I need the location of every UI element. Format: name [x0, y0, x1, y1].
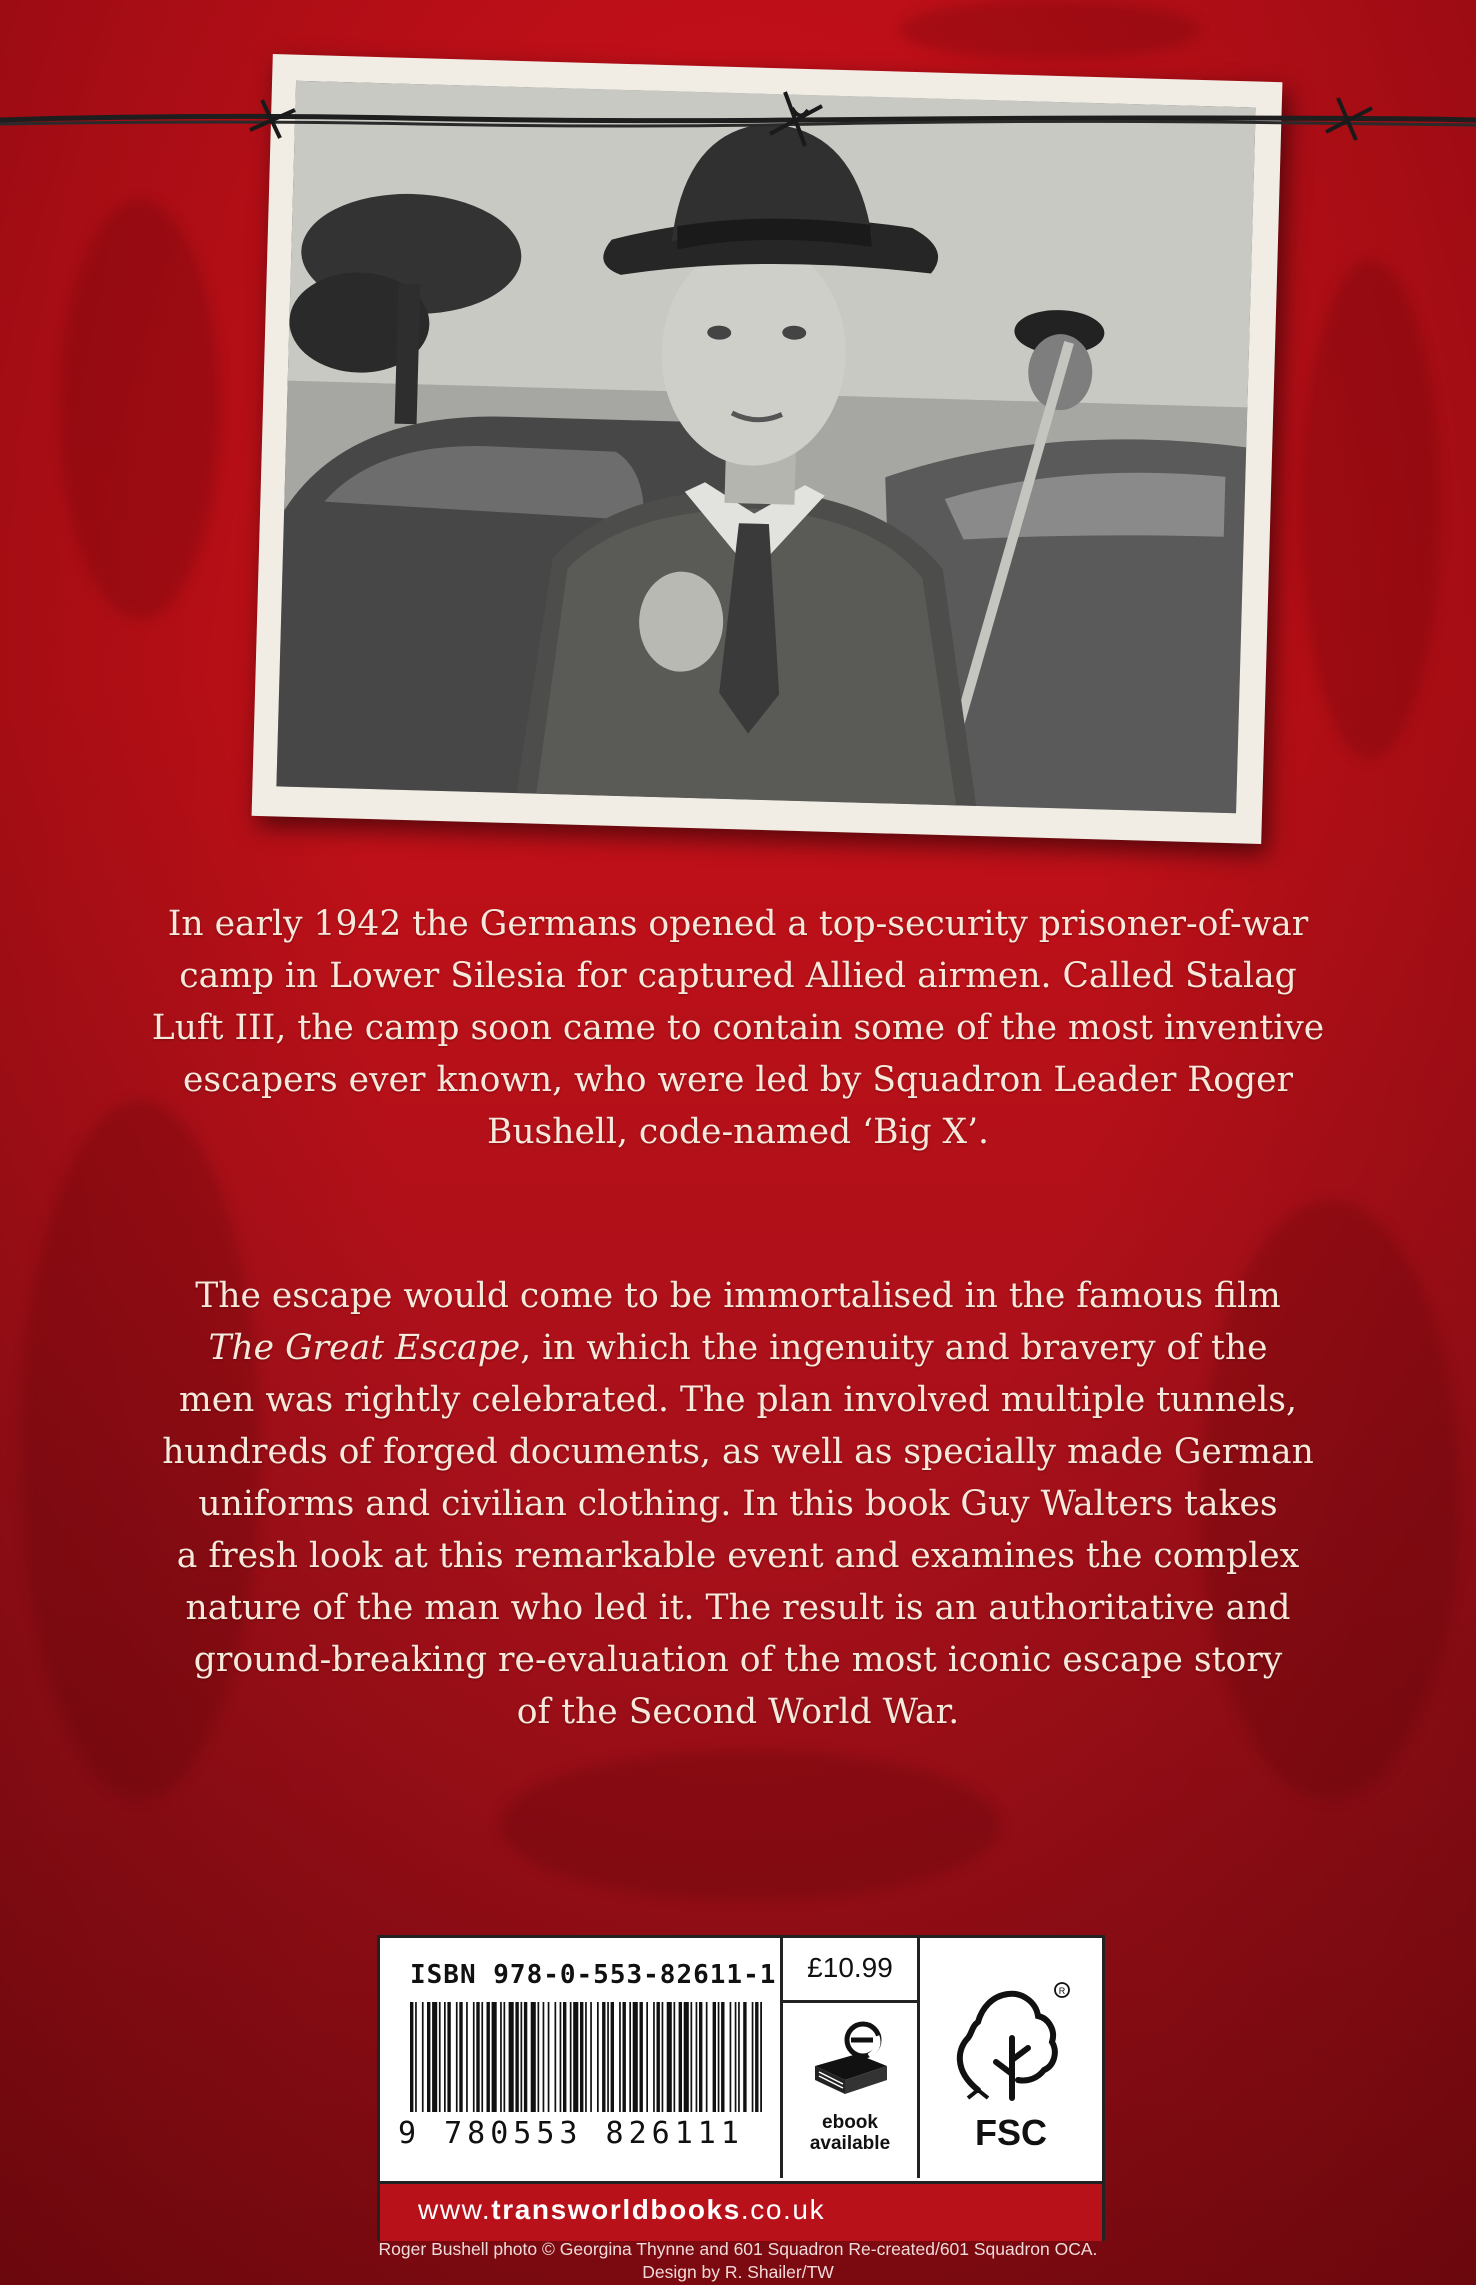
- barcode-bar: [667, 2002, 672, 2112]
- barcode-bar: [760, 2002, 762, 2112]
- ebook-label-line1: ebook: [822, 2112, 878, 2133]
- url-prefix: www.: [418, 2194, 492, 2225]
- ebook-book-icon: [807, 2018, 893, 2108]
- barcode-bar: [444, 2002, 446, 2112]
- barcode-bar: [422, 2002, 424, 2112]
- divider: [783, 2000, 917, 2003]
- photo-illustration: [276, 81, 1255, 814]
- barcode-bar: [570, 2002, 572, 2112]
- blurb-line: The escape would come to be immortalised in the famous film: [195, 1276, 1281, 1316]
- barbed-wire-icon: [0, 80, 1476, 160]
- blurb-line: escapers ever known, who were led by Squadron Leader Roger: [182, 1060, 1294, 1100]
- blurb-paragraph-2: [140, 1270, 1336, 1738]
- barcode-bar: [706, 2002, 708, 2112]
- barcode-bar: [585, 2002, 587, 2112]
- barcode-digits: 9 780553 826111: [398, 2116, 744, 2151]
- barcode-bar: [607, 2002, 609, 2112]
- barcode-bar: [515, 2002, 518, 2112]
- film-title: The Great Escape: [208, 1328, 521, 1368]
- barcode-bar: [548, 2002, 550, 2112]
- barcode-bar: [657, 2002, 660, 2112]
- barcode-bar: [580, 2002, 583, 2112]
- fsc-box: [920, 1938, 1102, 2178]
- blurb-line: a fresh look at this remarkable event and examines the complex: [176, 1536, 1300, 1576]
- barcode-bar: [721, 2002, 724, 2112]
- blurb-line: of the Second World War.: [516, 1692, 960, 1732]
- barcode-bar: [674, 2002, 676, 2112]
- credits-line1: Roger Bushell photo © Georgina Thynne and 601 Squadron Re-created/601 Squadron OCA.: [378, 2239, 1098, 2259]
- barcode-bar: [597, 2002, 599, 2112]
- price-box: [783, 1938, 920, 2178]
- barcode-bar: [718, 2002, 720, 2112]
- barcode-bar: [679, 2002, 682, 2112]
- barcode-bar: [459, 2002, 462, 2112]
- barcode-bar: [752, 2002, 754, 2112]
- barcode-bar: [538, 2002, 540, 2112]
- fsc-tree-icon: [948, 1978, 1074, 2110]
- price: £10.99: [807, 1952, 893, 1983]
- barcode-bar: [466, 2002, 468, 2112]
- barcode-bar: [699, 2002, 702, 2112]
- barcode-bar: [653, 2002, 655, 2112]
- barcode-bar: [691, 2002, 693, 2112]
- barcode-bar: [623, 2002, 626, 2112]
- barcode-bar: [738, 2002, 740, 2112]
- barcode-bar: [730, 2002, 732, 2112]
- isbn-number: ISBN 978-0-553-82611-1: [410, 1960, 777, 1990]
- barcode-bar: [427, 2002, 430, 2112]
- barcode-bar: [662, 2002, 664, 2112]
- barcode-bar: [573, 2002, 578, 2112]
- barcode-bar: [456, 2002, 458, 2112]
- fsc-label: FSC: [975, 2112, 1047, 2153]
- barcode-bar: [735, 2002, 737, 2112]
- barcode-bar: [555, 2002, 557, 2112]
- barcode-bar: [521, 2002, 523, 2112]
- publisher-url-bar: [380, 2181, 1102, 2241]
- barcode-bar: [560, 2002, 562, 2112]
- blurb-line-rest: , in which the ingenuity and bravery of the: [520, 1328, 1268, 1368]
- blurb-line: ground-breaking re-evaluation of the most iconic escape story: [193, 1640, 1283, 1680]
- barcode-bar: [563, 2002, 566, 2112]
- barcode-bar: [543, 2002, 545, 2112]
- barcode-bar: [473, 2002, 475, 2112]
- barcode-bar: [611, 2002, 614, 2112]
- blurb-line: nature of the man who led it. The result is an authoritative and: [185, 1588, 1291, 1628]
- barcode-bar: [646, 2002, 648, 2112]
- roger-bushell-photograph: [252, 54, 1283, 844]
- blurb-line: In early 1942 the Germans opened a top-security prisoner-of-war: [167, 904, 1309, 944]
- barcode-bar: [684, 2002, 689, 2112]
- barcode-bar: [602, 2002, 605, 2112]
- blurb-line: uniforms and civilian clothing. In this book Guy Walters takes: [198, 1484, 1278, 1524]
- barcode-bar: [432, 2002, 437, 2112]
- blurb-line: [140, 1322, 1336, 1374]
- barcode-bar: [590, 2002, 592, 2112]
- barcode-bar: [629, 2002, 631, 2112]
- barcode-bar: [619, 2002, 621, 2112]
- photo-credits: [0, 2238, 1476, 2284]
- barcode-bar: [743, 2002, 746, 2112]
- blurb-line: hundreds of forged documents, as well as specially made German: [162, 1432, 1314, 1472]
- barcode-bar: [509, 2002, 514, 2112]
- publisher-url: [418, 2194, 825, 2226]
- isbn-box: [380, 1938, 783, 2178]
- barcode-bar: [755, 2002, 758, 2112]
- barcode-bar: [500, 2002, 502, 2112]
- blurb-line: men was rightly celebrated. The plan involved multiple tunnels,: [179, 1380, 1297, 1420]
- url-suffix: .co.uk: [740, 2194, 826, 2225]
- blurb-line: camp in Lower Silesia for captured Allied airmen. Called Stalag: [179, 956, 1297, 996]
- blurb-line: Luft III, the camp soon came to contain some of the most inventive: [151, 1008, 1325, 1048]
- barcode-bar: [524, 2002, 527, 2112]
- barcode-bar: [492, 2002, 497, 2112]
- ebook-label-line2: available: [809, 2133, 891, 2154]
- barcode-bar: [696, 2002, 698, 2112]
- barcode-bar: [640, 2002, 643, 2112]
- barcode-bar: [439, 2002, 441, 2112]
- blurb-line: Bushell, code-named ‘Big X’.: [486, 1112, 990, 1152]
- barcode-bar: [476, 2002, 479, 2112]
- svg-text:R: R: [1058, 1986, 1066, 1996]
- barcode-bar: [481, 2002, 483, 2112]
- ebook-label: [783, 2112, 917, 2154]
- url-domain: transworldbooks: [491, 2194, 741, 2225]
- barcode-bar: [531, 2002, 536, 2112]
- barcode-bar: [504, 2002, 506, 2112]
- barcode-panel: [377, 1935, 1105, 2241]
- barcode-bar: [447, 2002, 450, 2112]
- blurb-paragraph-1: [140, 898, 1336, 1158]
- barcode-bar: [410, 2002, 413, 2112]
- credits-line2: Design by R. Shailer/TW: [642, 2262, 834, 2282]
- barcode-bar: [713, 2002, 716, 2112]
- barcode-bar: [487, 2002, 490, 2112]
- barcode-icon: [410, 2002, 762, 2112]
- barcode-bar: [415, 2002, 417, 2112]
- barcode-bar: [633, 2002, 638, 2112]
